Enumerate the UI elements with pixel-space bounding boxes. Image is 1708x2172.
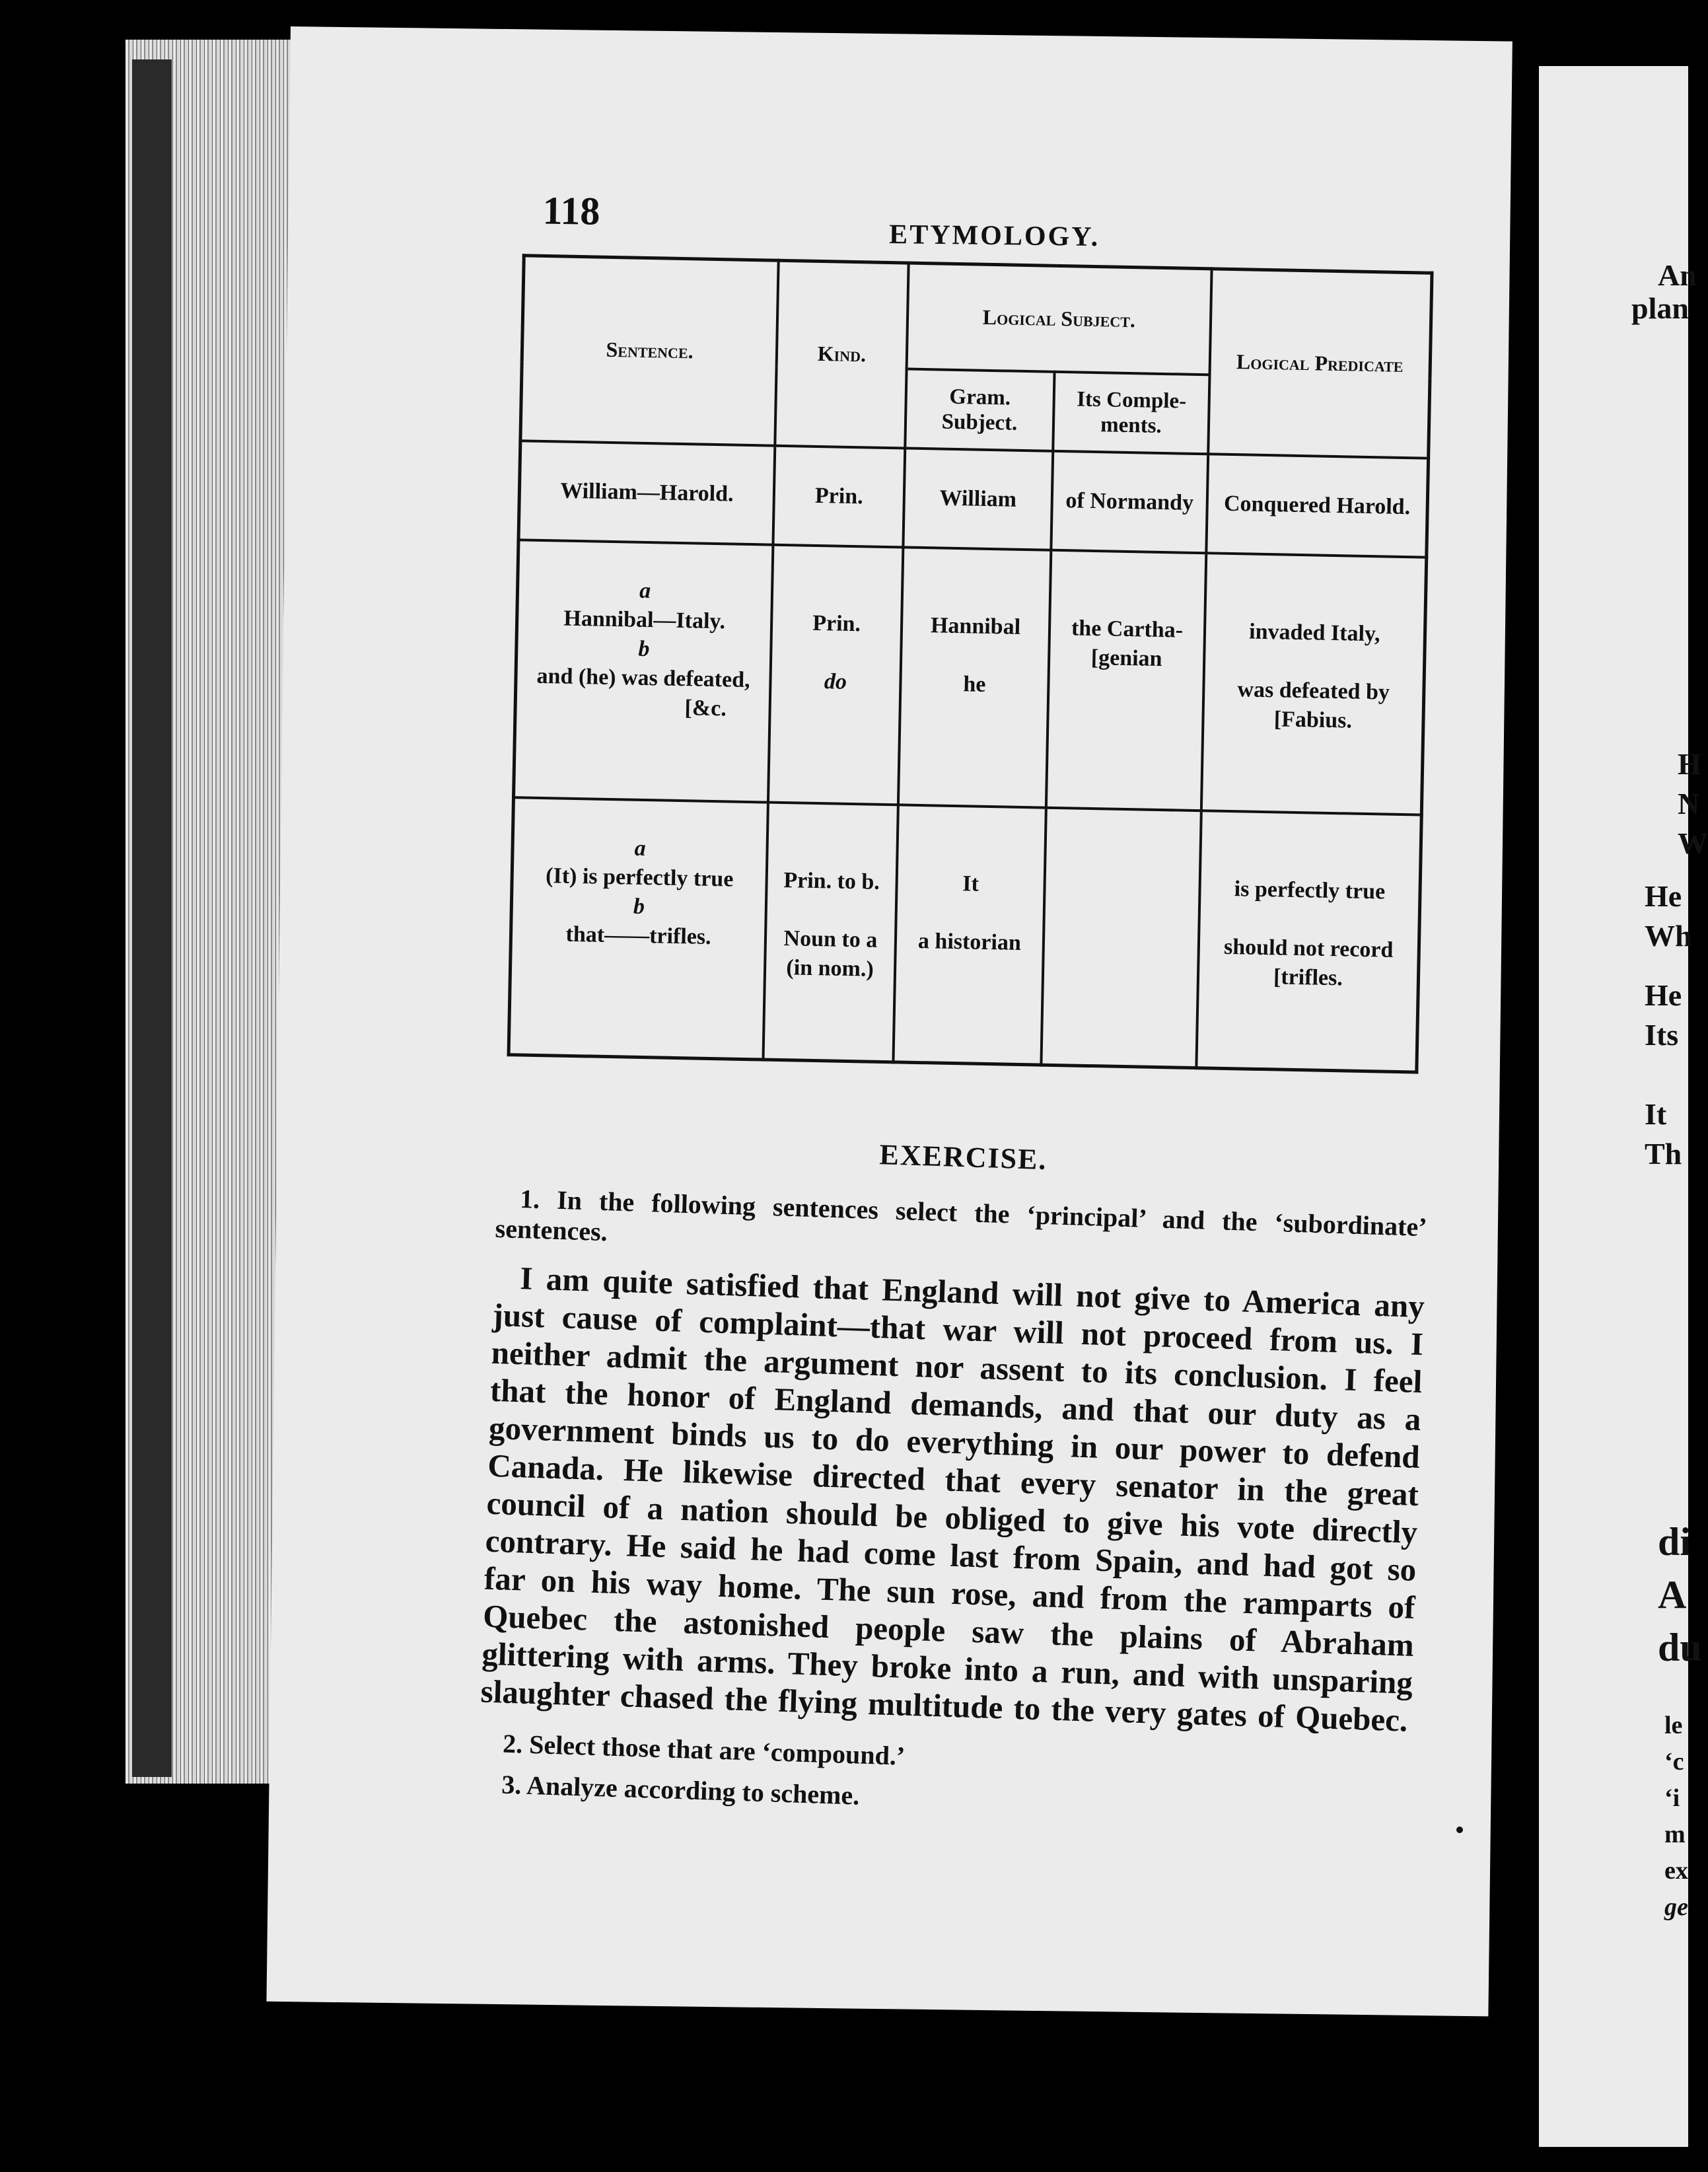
book-page [266, 26, 1512, 2016]
pred-line [1209, 587, 1421, 620]
cell-complements [1046, 550, 1206, 810]
header-logical-predicate: Logical Predicate [1208, 269, 1432, 458]
cell-complements [1042, 807, 1201, 1068]
cell-gram-subject [893, 805, 1046, 1065]
facing-fragment: di [1658, 1520, 1691, 1564]
facing-fragment: H [1678, 747, 1701, 781]
header-kind: Kind. [775, 260, 908, 448]
table-row [518, 441, 1429, 557]
facing-fragment: N [1678, 787, 1700, 820]
facing-fragment: le [1664, 1712, 1683, 1739]
table-row [509, 797, 1421, 1072]
kind-line: Prin. [812, 610, 861, 636]
kind-line: Prin. to b. [783, 867, 880, 894]
gram-line [901, 839, 1042, 871]
exercise-question-3: 3. Analyze according to scheme. [501, 1769, 860, 1811]
clause-letter: b [638, 636, 650, 661]
pred-line: was defeated by [1237, 676, 1390, 705]
gram-line [900, 897, 1040, 929]
facing-fragment: W [1678, 826, 1708, 860]
facing-fragment: ge [1664, 1893, 1688, 1921]
cell-complements: of Normandy [1051, 451, 1208, 552]
clause-letter: b [633, 894, 645, 919]
clause-text: that——trifles. [565, 922, 711, 949]
header-gram-subject: Gram. Subject. [905, 369, 1055, 451]
pred-line: [trifles. [1273, 964, 1343, 990]
ink-speck [1456, 1827, 1463, 1833]
facing-fragment: Th [1645, 1137, 1682, 1171]
gram-line [904, 698, 1044, 729]
facing-page [1539, 66, 1708, 2147]
pred-line [1203, 903, 1415, 936]
cell-sentence [514, 540, 773, 802]
kind-line [773, 695, 896, 727]
facing-fragment: It [1645, 1097, 1667, 1131]
pred-line: [Fabius. [1273, 706, 1353, 733]
clause-text: Hannibal—Italy. [563, 606, 726, 634]
facing-fragment: ‘c [1664, 1748, 1684, 1776]
clause-text: (It) is perfectly true [545, 863, 734, 892]
gram-line: Hannibal [930, 612, 1021, 639]
kind-line [771, 836, 893, 868]
kind-line [776, 579, 898, 610]
clause-text [515, 948, 762, 982]
cell-predicate: Conquered Harold. [1206, 454, 1429, 557]
facing-fragment: du [1658, 1626, 1702, 1669]
gram-line: It [962, 871, 979, 896]
pred-line: is perfectly true [1234, 876, 1386, 904]
header-its-complements: Its Comple- ments. [1053, 371, 1209, 453]
gram-line [899, 955, 1040, 987]
comp-line: [genian [1090, 645, 1162, 671]
facing-fragment: Its [1645, 1018, 1679, 1052]
exercise-question-2: 2. Select those that are ‘compound.’ [502, 1728, 906, 1771]
comp-line [1054, 584, 1201, 616]
kind-line [770, 894, 892, 926]
facing-fragment: ex [1664, 1857, 1688, 1885]
exercise-title: EXERCISE. [878, 1138, 1048, 1176]
kind-line: do [824, 669, 847, 694]
header-logical-subject: Logical Subject. [906, 263, 1211, 375]
cell-sentence: William—Harold. [518, 441, 775, 544]
facing-fragment: An [1658, 258, 1697, 292]
exercise-passage: I am quite satisfied that England will not give to America any just cause of complaint—that war will not proceed from us. I neither admit the argument nor assent to its conclusion. I feel that the honor of England demands, and that our duty as a government binds us to do everything in our power to defend Canada. He likewise directed that every senator in the great council of a nation should be obliged to give his vote directly contrary. He said he had come last from Spain, and had got so far on his way home. The sun rose, and from the ramparts of Quebec the astonished people saw the plains of Abraham glittering with arms. They broke into a run, and with unsparing slaughter chased the flying multitude to the very gates of Quebec. [480, 1260, 1425, 1739]
cell-sentence [509, 797, 768, 1060]
table-row [514, 540, 1427, 814]
facing-fragment: Wh [1645, 919, 1692, 953]
kind-line [775, 637, 897, 669]
cell-predicate [1201, 553, 1427, 814]
facing-fragment: He [1645, 879, 1682, 913]
gram-line [906, 581, 1046, 613]
book-spine-shadow [132, 59, 172, 1777]
cell-gram-subject: William [903, 448, 1053, 550]
facing-fragment: ‘i [1664, 1784, 1680, 1812]
facing-fragment: plan [1631, 291, 1689, 325]
kind-line: (in nom.) [786, 955, 874, 982]
cell-predicate [1196, 811, 1421, 1072]
gram-line [905, 639, 1046, 671]
comp-line [1051, 700, 1199, 732]
pred-line [1204, 845, 1417, 878]
pred-line: invaded Italy, [1248, 619, 1380, 646]
comp-line [1052, 671, 1199, 703]
comp-line: the Cartha- [1071, 615, 1184, 643]
cell-kind: Prin. [773, 445, 905, 547]
kind-line: Noun to a [783, 925, 878, 953]
pred-line [1208, 645, 1421, 678]
facing-fragment: m [1664, 1821, 1686, 1848]
exercise-section [477, 1126, 1429, 1838]
cell-kind [764, 802, 898, 1062]
comp-line [1049, 842, 1196, 873]
cell-kind [768, 544, 903, 805]
clause-text: and (he) was defeated, [536, 663, 750, 692]
header-sentence: Sentence. [520, 256, 779, 445]
pred-line: should not record [1223, 934, 1394, 962]
facing-fragment: A [1658, 1573, 1687, 1616]
facing-fragment: He [1645, 978, 1682, 1012]
page-title: ETYMOLOGY. [888, 219, 1100, 252]
clause-text: [&c. [684, 695, 727, 721]
gram-line: a historian [917, 928, 1022, 955]
cell-gram-subject [898, 547, 1051, 807]
gram-line: he [963, 671, 986, 697]
page-number: 118 [542, 188, 600, 233]
clause-letter: a [634, 836, 647, 861]
clause-letter: a [639, 578, 651, 603]
sentence-analysis-table [507, 254, 1433, 1073]
exercise-question-1: 1. In the following sentences select the ‘principal’ and the ‘subordinate’ sentences. [495, 1184, 1428, 1247]
